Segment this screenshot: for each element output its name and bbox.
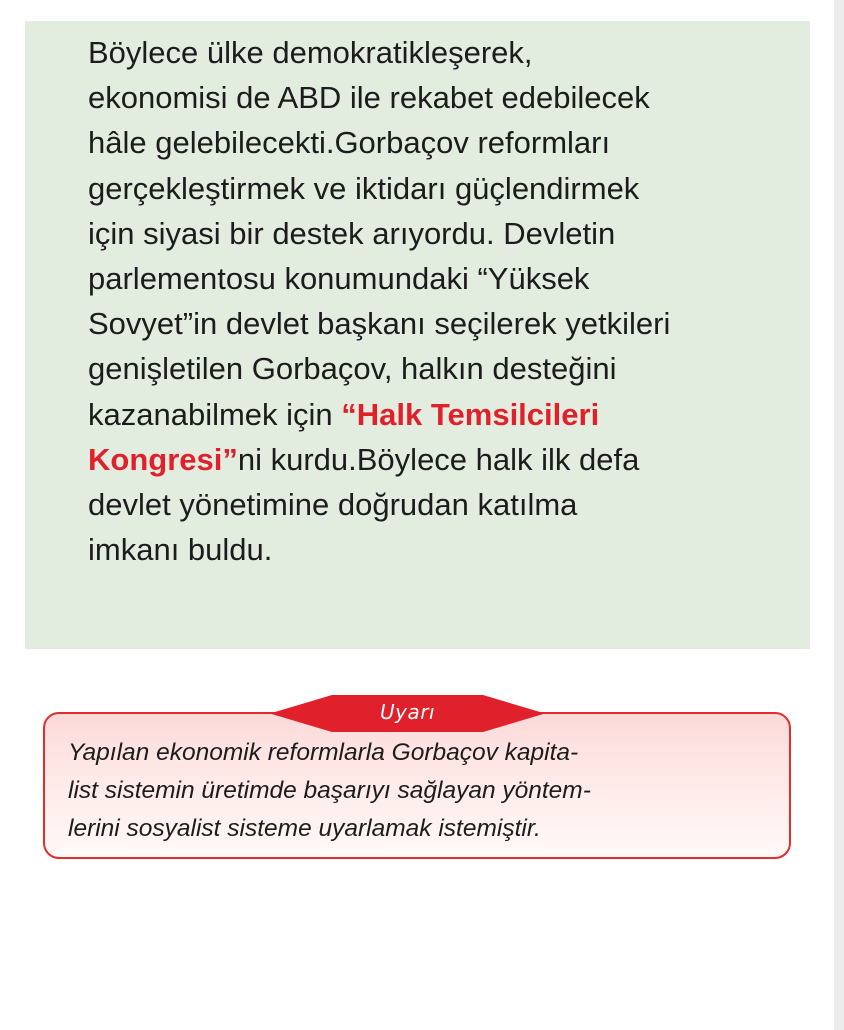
paragraph-line: genişletilen Gorbaçov, halkın desteğini bbox=[88, 351, 617, 387]
warning-line: lerini sosyalist sisteme uyarlamak istemiştir. bbox=[68, 815, 541, 842]
page-edge-strip bbox=[834, 0, 844, 1030]
paragraph-line: gerçekleştirmek ve iktidarı güçlendirmek bbox=[88, 170, 640, 206]
paragraph-line bbox=[88, 437, 798, 482]
warning-title: Uyarı bbox=[379, 700, 435, 724]
paragraph-line: Böylece ülke demokratikleşerek, bbox=[88, 35, 533, 70]
warning-banner bbox=[270, 695, 545, 732]
paragraph-line: hâle gelebilecekti.Gorbaçov reformları bbox=[88, 125, 611, 161]
highlighted-term: Kongresi” bbox=[88, 441, 238, 477]
paragraph-line: imkanı buldu. bbox=[88, 532, 273, 568]
warning-line: Yapılan ekonomik reformlarla Gorbaçov kapita- bbox=[68, 739, 579, 766]
highlighted-term: “Halk Temsilcileri bbox=[341, 396, 600, 432]
paragraph-line: devlet yönetimine doğrudan katılma bbox=[88, 487, 578, 523]
paragraph-text: kazanabilmek için bbox=[88, 396, 342, 432]
paragraph-line: parlementosu konumundaki “Yüksek bbox=[88, 261, 590, 297]
paragraph-line: ekonomisi de ABD ile rekabet edebilecek bbox=[88, 80, 650, 116]
paragraph-text: ni kurdu.Böylece halk ilk defa bbox=[237, 441, 640, 477]
paragraph-line: için siyasi bir destek arıyordu. Devletin bbox=[88, 215, 616, 251]
main-paragraph bbox=[88, 30, 798, 572]
paragraph-line bbox=[88, 392, 798, 437]
paragraph-line: Sovyet”in devlet başkanı seçilerek yetkileri bbox=[88, 306, 671, 342]
warning-text bbox=[68, 734, 788, 848]
warning-line: list sistemin üretimde başarıyı sağlayan yöntem- bbox=[68, 777, 591, 804]
